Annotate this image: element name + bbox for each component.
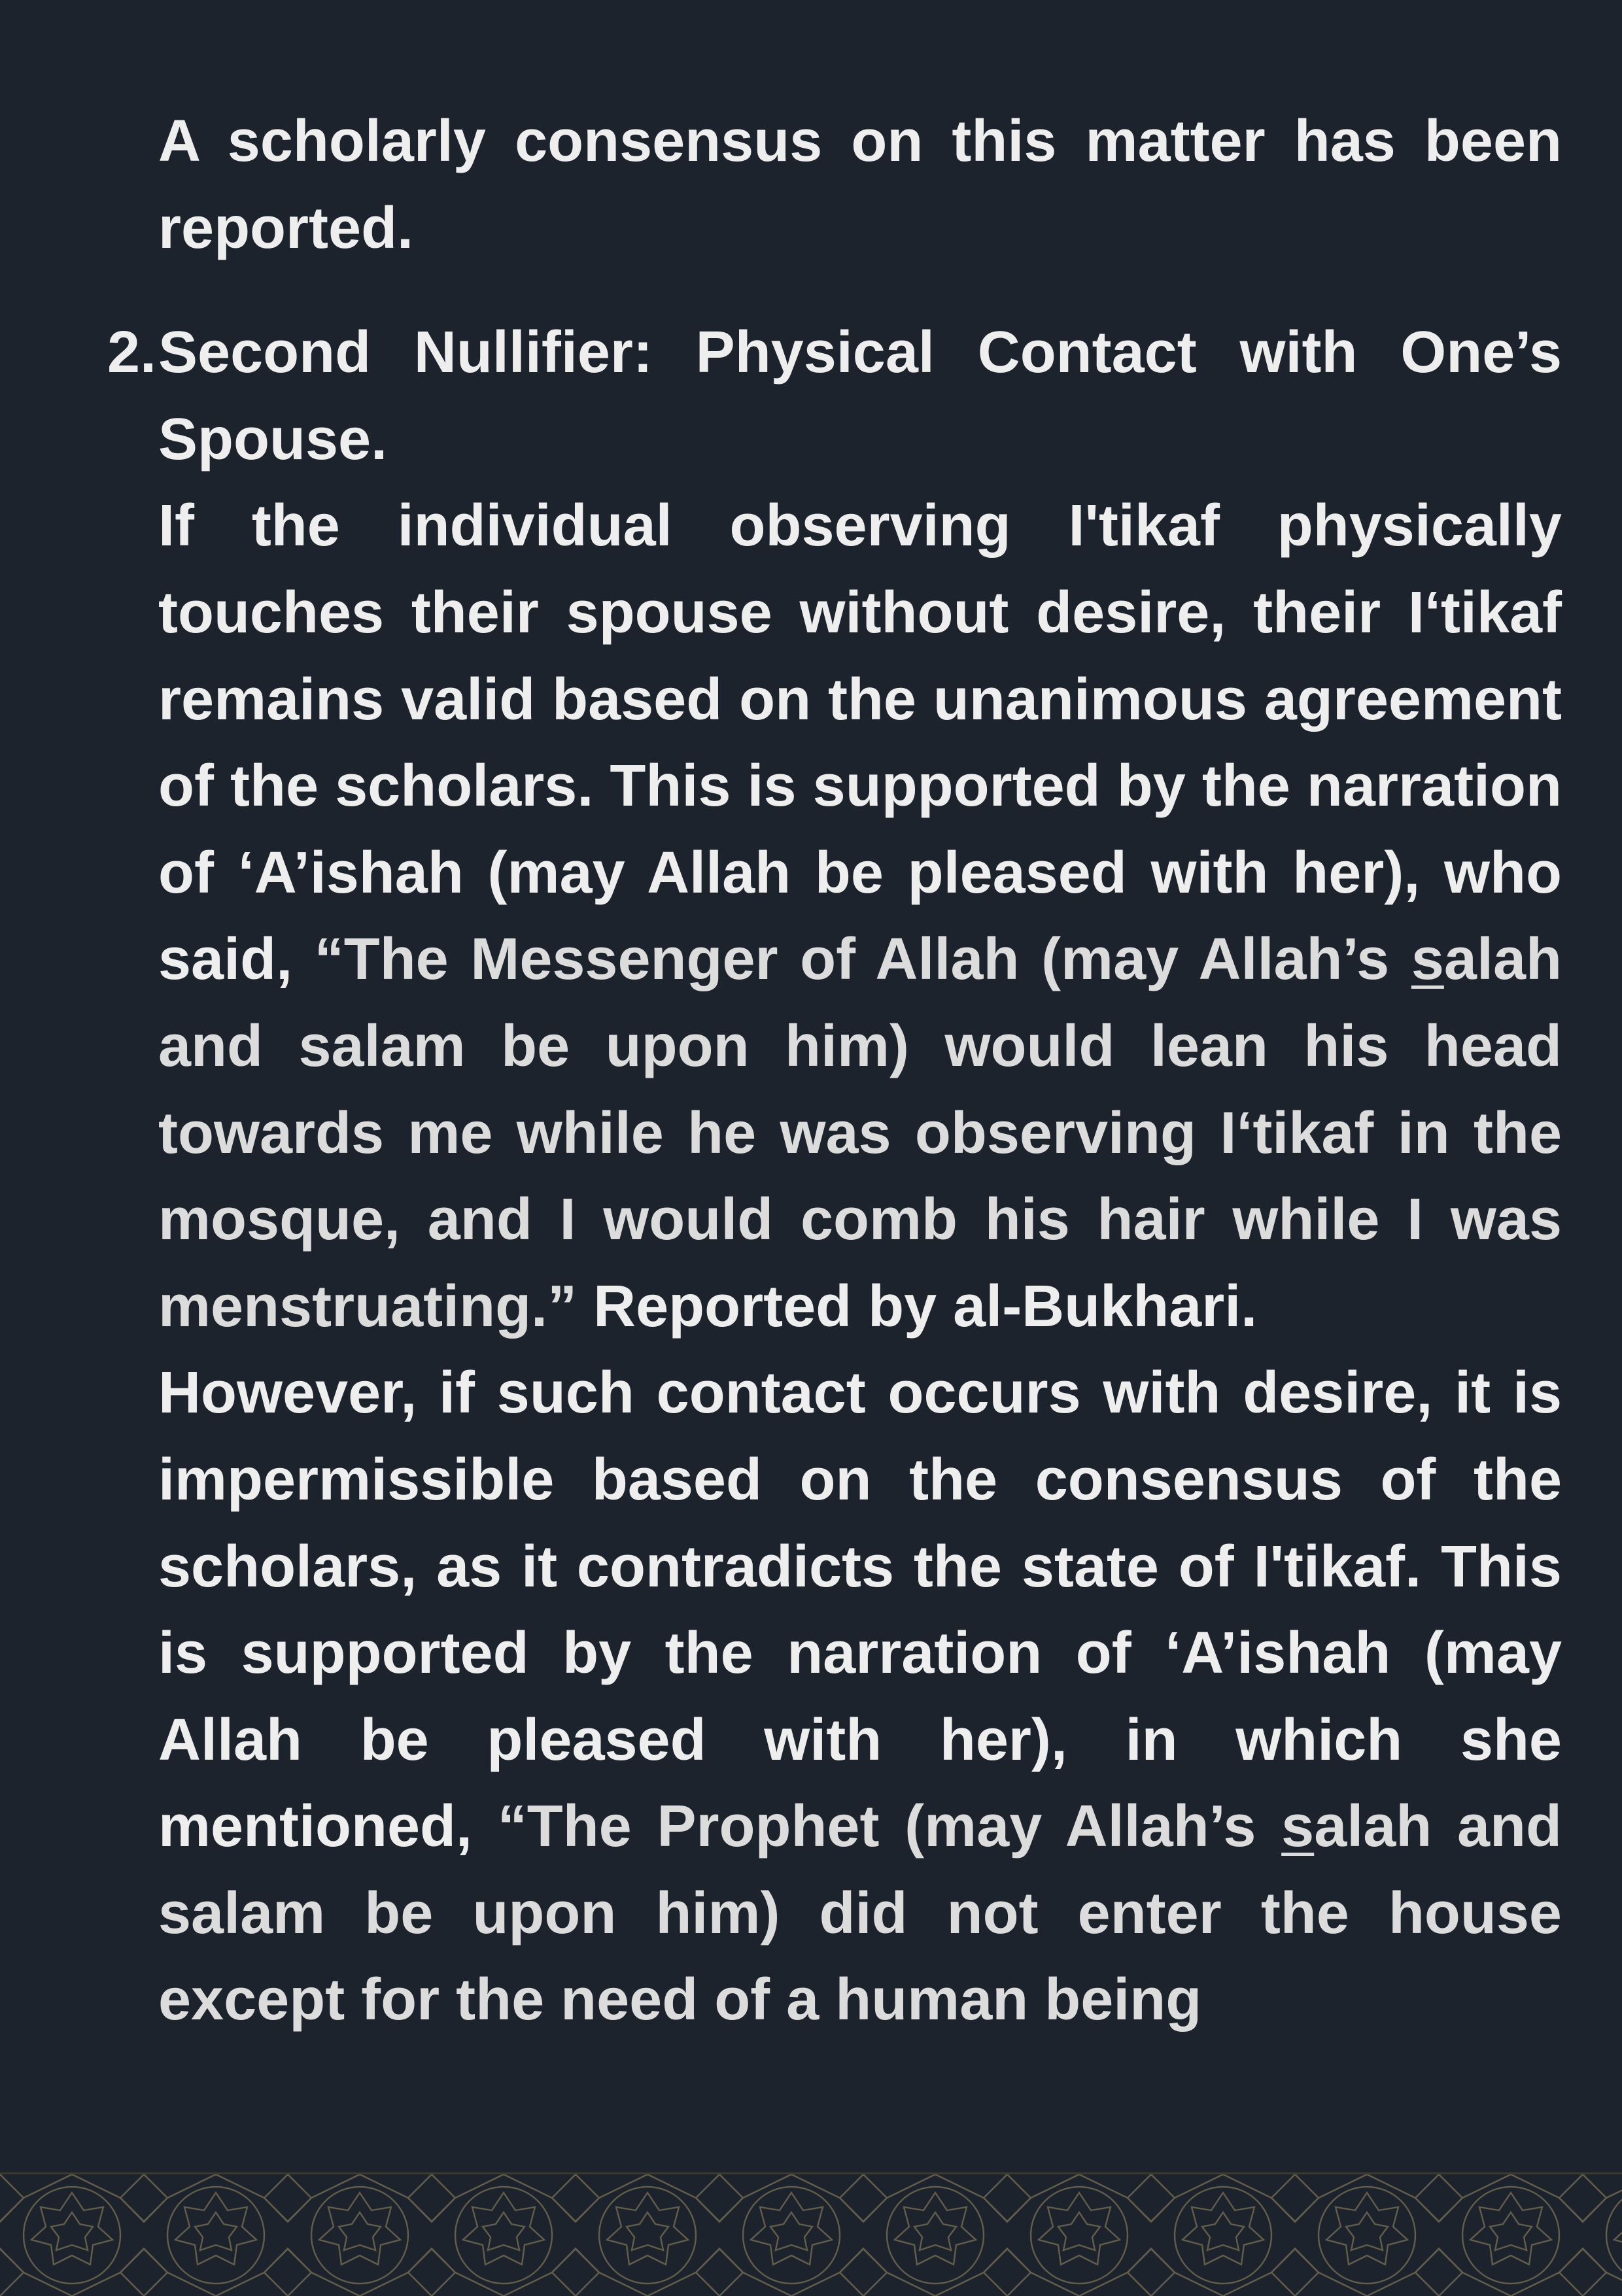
quote-text: “The Messenger of Allah (may Allah’s xyxy=(314,927,1411,993)
quote-text: alah and salam be upon him) would lean his head towards me while he was observing I‘tikaf in the mosque, and I would comb his hair while I was menstruating.” xyxy=(158,927,1562,1339)
quote-text: “The Prophet (may Allah’s xyxy=(497,1794,1282,1860)
footer-ornament-band xyxy=(0,2172,1622,2296)
geometric-pattern-icon xyxy=(0,2174,1622,2296)
document-body xyxy=(107,98,1562,2044)
underlined-letter: s xyxy=(1411,927,1444,993)
intro-paragraph: A scholarly consensus on this matter has been reported. xyxy=(158,109,1562,261)
section-number: 2. xyxy=(107,320,157,386)
paragraph-gap xyxy=(158,271,1562,309)
paragraph-text: If the individual observing I'tikaf physically touches their spouse without desire, their I‘tikaf remains valid based on the unanimous agreement of the scholars. This is supported by the narration of ‘A’ishah (may Allah be pleased with her), who said, xyxy=(158,493,1562,993)
underlined-letter: s xyxy=(1281,1794,1315,1860)
paragraph-text: However, if such contact occurs with desire, it is impermissible based on the consensus of the scholars, as it contradicts the state of I'tikaf. This is supported by the narration of ‘A’ishah (may Allah be pleased with her), in which she mentioned, xyxy=(158,1360,1562,1860)
paragraph-contact-without-desire xyxy=(158,483,1562,1350)
paragraph-contact-with-desire xyxy=(158,1350,1562,2044)
section-title: Second Nullifier: Physical Contact with One’s Spouse. xyxy=(158,320,1562,472)
quote-text: alah and salam be upon him) did not enter the house except for the need of a human being xyxy=(158,1794,1562,2033)
citation: Reported by al-Bukhari. xyxy=(577,1273,1258,1339)
section-heading xyxy=(107,309,1562,483)
